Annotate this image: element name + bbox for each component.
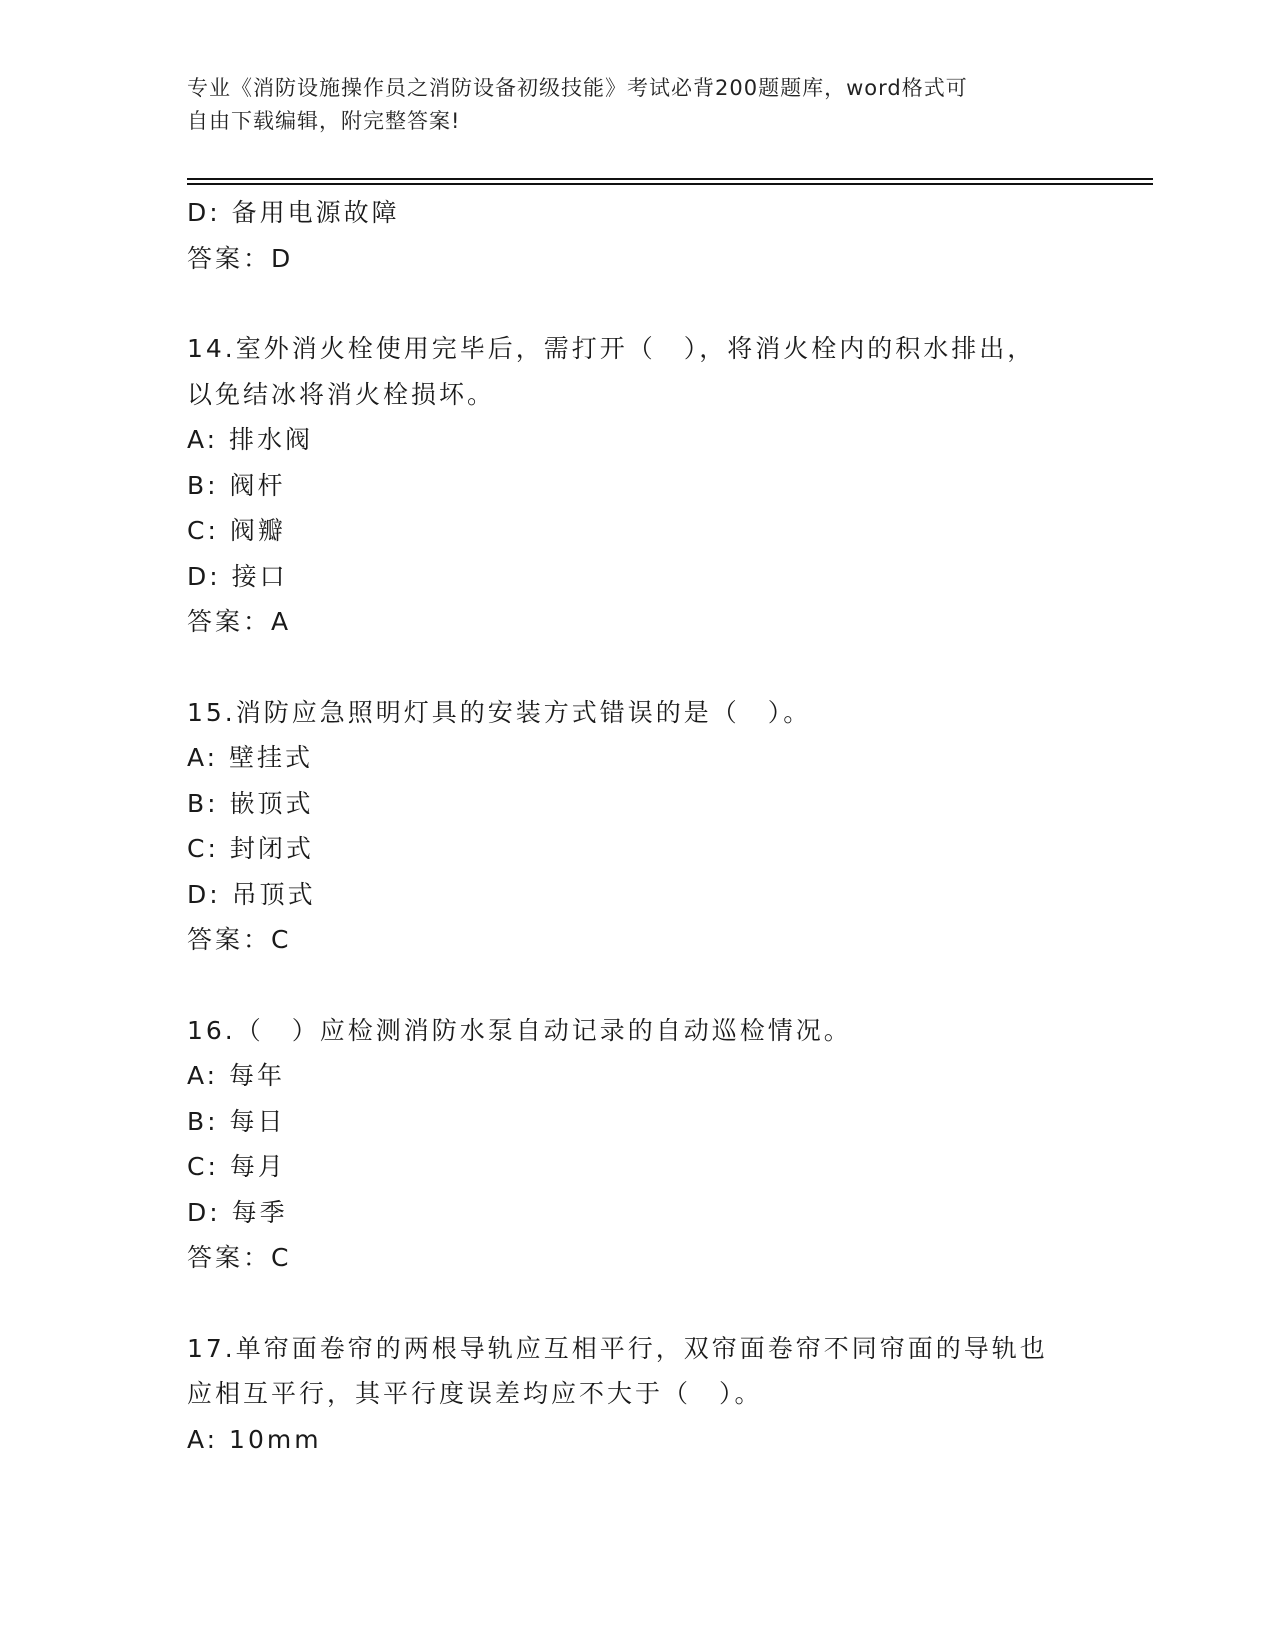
question-stem-line-2: 以免结冰将消火栓损坏。 [187,379,496,409]
question-stem-line-1: 17.单帘面卷帘的两根导轨应互相平行，双帘面卷帘不同帘面的导轨也 [187,1333,1048,1363]
header-rule-top [187,178,1153,180]
spacer [187,281,1087,326]
spacer [187,963,1087,1008]
question-14 [187,326,1087,645]
option-a: A: 壁挂式 [187,743,314,772]
answer-line: 答案：C [187,925,292,954]
option-c: C: 阀瓣 [187,516,286,545]
option-a: A: 排水阀 [187,425,314,454]
answer-line: 答案：D [187,243,294,273]
spacer [187,645,1087,690]
option-d: D: 每季 [187,1197,288,1227]
spacer [187,1281,1087,1326]
question-stem-line-1: 14.室外消火栓使用完毕后，需打开（ ），将消火栓内的积水排出， [187,334,1036,363]
option-c: C: 封闭式 [187,834,314,863]
document-header [187,72,1067,138]
header-line-1: 专业《消防设施操作员之消防设备初级技能》考试必背200题题库，word格式可 [187,76,968,100]
question-list [187,190,1087,1462]
option-c: C: 每月 [187,1152,286,1181]
question-stem-line-1: 16.（ ）应检测消防水泵自动记录的自动巡检情况。 [187,1015,852,1045]
question-17 [187,1326,1087,1463]
option-b: B: 阀杆 [187,470,286,500]
option-b: B: 每日 [187,1106,286,1136]
header-line-2: 自由下载编辑，附完整答案! [187,109,461,133]
answer-line: 答案：C [187,1243,292,1272]
option-d: D: 备用电源故障 [187,198,400,227]
question-stem-line-1: 15.消防应急照明灯具的安装方式错误的是（ ）。 [187,697,812,727]
option-d: D: 吊顶式 [187,879,316,909]
header-rule-bottom [187,183,1153,185]
answer-line: 答案：A [187,607,292,636]
question-16 [187,1008,1087,1281]
option-d: D: 接口 [187,561,288,591]
option-a: A: 每年 [187,1061,286,1090]
question-stem-line-2: 应相互平行，其平行度误差均应不大于（ ）。 [187,1379,763,1408]
question-15 [187,690,1087,963]
option-a: A: 10mm [187,1424,322,1454]
option-b: B: 嵌顶式 [187,788,314,818]
previous-question-tail [187,190,1087,281]
